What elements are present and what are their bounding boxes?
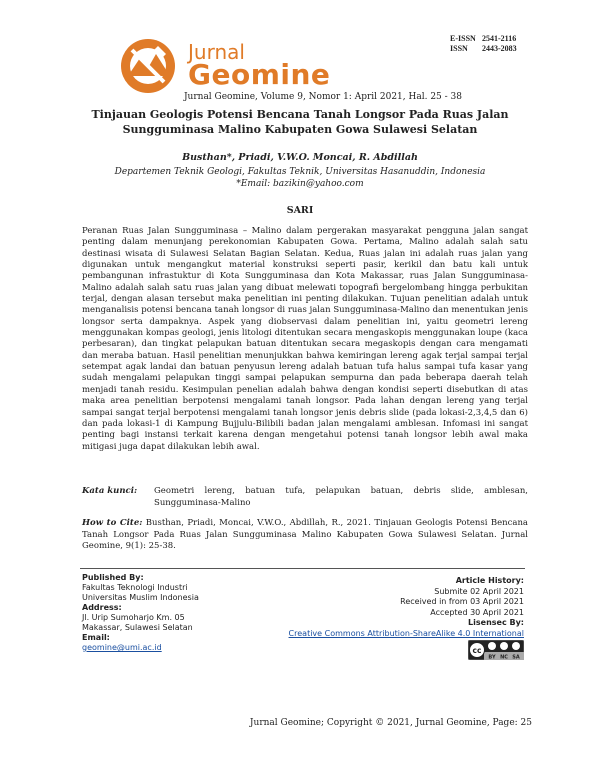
corresponding-email: *Email: bazikin@yahoo.com [236,179,364,189]
history-received: Received in from 03 April 2021 [400,597,524,606]
journal-info-text: Jurnal Geomine, Volume 9, Nomor 1: April 2021, Hal. 25 - 38 [183,92,462,102]
license-link[interactable]: Creative Commons Attribution-ShareAlike 4.0 International [288,628,524,638]
published-by-label: Published By: [82,573,144,582]
keywords-label: Kata kunci: [82,486,138,496]
history-label: Article History: [455,576,524,585]
cc-badge-cc-text: cc [472,645,482,655]
publisher-name-2: Universitas Muslim Indonesia [82,593,199,602]
address-label: Address: [82,603,122,612]
eissn-label: E-ISSN [450,34,476,43]
authors: Busthan*, Priadi, V.W.O. Moncai, R. Abdillah [182,152,418,163]
keywords-text: Geometri lereng, batuan tufa, pelapukan batuan, debris slide, amblesan, Sungguminasa-Malino [154,486,528,508]
publisher-email-link[interactable]: geomine@umi.ac.id [82,643,162,652]
publisher-name-1: Fakultas Teknologi Industri [82,583,188,592]
title-line-2: Sungguminasa Malino Kabupaten Gowa Sulawesi Selatan [122,123,478,136]
cite-text: Busthan, Priadi, Moncai, V.W.O., Abdillah, R., 2021. Tinjauan Geologis Potensi Bencana Tanah Longsor Pada Ruas Jalan Sungguminasa Malino Kabupaten Gowa Sulawesi Selatan. Jurnal Geomine, 9(1): 25-38. [82,518,528,551]
how-to-cite [82,518,528,553]
history-accepted: Accepted 30 April 2021 [430,607,524,617]
cc-badge-sa-text: SA [512,654,520,660]
sari-heading: SARI [286,205,314,216]
article-history [294,576,524,618]
email-label: Email: [82,633,110,642]
affiliation: Departemen Teknik Geologi, Fakultas Teknik, Universitas Hasanuddin, Indonesia [114,167,486,177]
logo-text-jurnal: Jurnal [188,40,245,64]
address-line-2: Makassar, Sulawesi Selatan [82,623,193,632]
cc-badge-by-text: BY [488,654,496,660]
title-line-1: Tinjauan Geologis Potensi Bencana Tanah Longsor Pada Ruas Jalan [91,108,509,121]
logo-text-geomine: Geomine [188,58,331,91]
footer-divider [80,568,525,569]
issn-block [450,34,530,54]
geomine-emblem-icon [118,36,180,96]
address-line-1: Jl. Urip Sumoharjo Km. 05 [82,613,185,622]
issn-value: 2443-2083 [482,44,517,53]
journal-logo [118,36,331,96]
issn-label: ISSN [450,44,468,53]
history-submitted: Submite 02 April 2021 [434,586,524,596]
cite-label: How to Cite: [82,518,143,528]
eissn-value: 2541-2116 [482,34,517,43]
abstract-text: Peranan Ruas Jalan Sungguminasa – Malino dalam pergerakan masyarakat pengguna jalan sangat penting dalam menunjang perekonomian Kabupaten Gowa. Pertama, Malino adalah salah satu destinasi wisata di Sulawesi Selatan Bagian Selatan. Kedua, Ruas jalan ini adalah ruas jalan yang digunakan untuk mengangkut material konstruksi seperti pasir, kerikil dan batu kali untuk pembangunan infrastuktur di Kota Sungguminasa dan Kota Makassar, ruas Jalan Sungguminasa-Malino adalah salah satu ruas jalan yang dibuat melewati topografi bergelombang hingga perbukitan terjal, dengan alasan tersebut maka penelitian ini penting dilakukan. Tujuan penelitian adalah untuk menganalisis potensi bencana tanah longsor di ruas jalan Sungguminasa-Malino dan menentukan jenis longsor serta dampaknya. Aspek yang diobservasi dalam penelitian ini, yaitu geometri lereng menggunakan kompas geologi, jenis litologi ditentukan secara mengaskopis menggunakan loupe (kaca perbesaran), dan tingkat pelapukan batuan ditentukan secara megaskopis dengan cara mengamati dan meraba batuan. Hasil penelitian menunjukkan bahwa kemiringan lereng agak terjal sampai terjal setempat agak landai dan batuan penyusun lereng adalah batuan tufa halus sampai tufa kasar yang sudah mengalami pelapukan tinggi sampai pelapukan sempurna dan pada beberapa daerah telah menjadi tanah residu. Kesimpulan penelian adalah bahwa dengan kondisi seperti disebutkan di atas maka area penelitian berpotensi mengalami tanah longsor. Pada lahan dengan lereng yang terjal sampai sangat terjal berpotensi mengalami tanah longsor jenis debris slide (pada lokasi-2,3,4,5 dan 6) dan pada lokasi-1 di Kampung Bujjulu-Bilibili badan jalan mengalami amblesan. Infomasi ini sangat penting bagi instansi terkait karena dengan mengetahui potensi tanah longsor lebih awal maka mitigasi juga dapat dilakukan lebih awal. [82,226,528,452]
license-label: Lisensec By: [468,618,524,627]
cc-by-nc-sa-badge-icon[interactable] [468,640,524,660]
article-title [80,107,520,137]
page-footer: Jurnal Geomine; Copyright © 2021, Jurnal Geomine, Page: 25 [249,718,532,728]
affiliation-block [80,166,520,190]
cc-badge-nc-text: NC [500,654,508,660]
